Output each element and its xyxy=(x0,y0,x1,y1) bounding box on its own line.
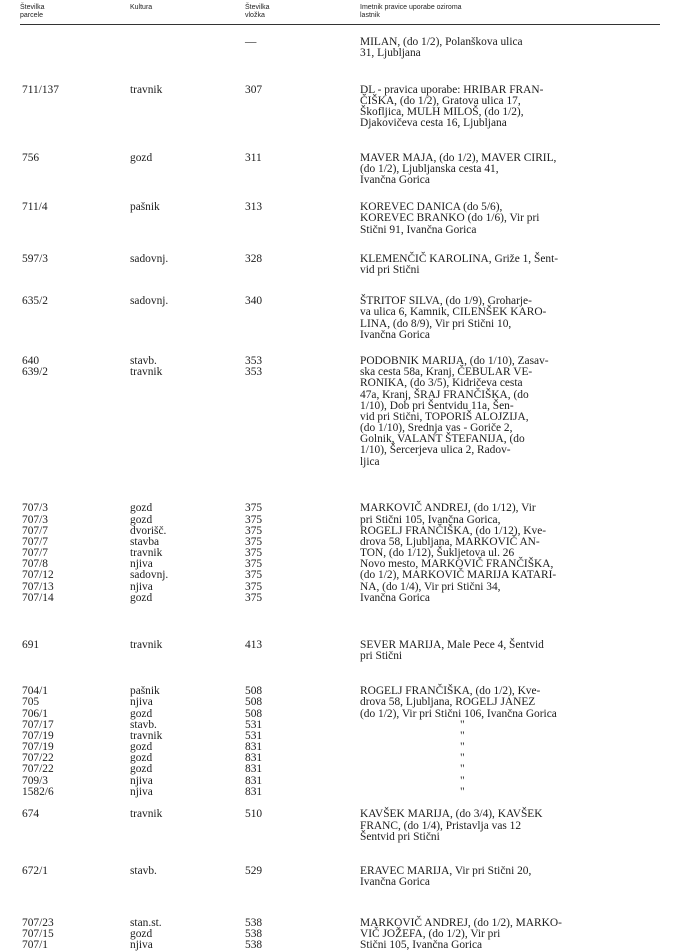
culture-column xyxy=(130,85,240,96)
parcel-number: 707/13 xyxy=(22,580,54,593)
header-text: Številka xyxy=(245,4,270,11)
land-record xyxy=(0,918,700,951)
header-culture xyxy=(130,4,152,12)
parcel-number-column xyxy=(22,296,102,307)
culture: stavb. xyxy=(130,354,157,367)
owner-text: KAVŠEK MARIJA, (do 3/4), KAVŠEK xyxy=(360,808,543,821)
culture: gozd xyxy=(130,513,153,526)
owner-text: MARKOVIČ ANDREJ, (do 1/12), Vir xyxy=(360,502,536,515)
parcel-number: 707/22 xyxy=(22,752,54,765)
culture-column xyxy=(130,296,240,307)
culture: stavb. xyxy=(130,718,157,731)
vlozek-number-column xyxy=(245,153,305,164)
owner-text-column xyxy=(360,686,650,798)
owner-text: " xyxy=(460,763,465,776)
parcel-number: 672/1 xyxy=(22,865,48,878)
vlozek-number: 529 xyxy=(245,865,263,878)
culture: pašnik xyxy=(130,685,160,698)
culture: pašnik xyxy=(130,201,160,214)
parcel-number: 709/3 xyxy=(22,774,48,787)
land-record xyxy=(0,686,700,809)
parcel-number-column xyxy=(22,809,102,820)
owner-text: Novo mesto, MARKOVIČ FRANČIŠKA, xyxy=(360,558,554,571)
parcel-number: 640 xyxy=(22,354,40,367)
owner-text: Stični 105, Ivančna Gorica xyxy=(360,939,483,951)
owner-text: pri Stični xyxy=(360,649,403,662)
header-vlozek-number xyxy=(245,4,270,20)
culture: travnik xyxy=(130,366,163,379)
owner-text: (do 1/2), Ljubljanska cesta 41, xyxy=(360,162,499,175)
parcel-number-column xyxy=(22,640,102,651)
vlozek-number: 831 xyxy=(245,763,263,776)
vlozek-number-column xyxy=(245,85,305,96)
owner-text-column xyxy=(360,202,650,236)
owner-text: KLEMENČIČ KAROLINA, Griže 1, Šent- xyxy=(360,252,559,265)
culture-column xyxy=(130,809,240,820)
owner-text: vid pri Stični xyxy=(360,263,420,276)
owner-text: ljica xyxy=(360,455,380,468)
vlozek-number: 375 xyxy=(245,535,263,548)
culture: gozd xyxy=(130,763,153,776)
owner-text: (do 1/2), Vir pri Stični 106, Ivančna Gorica xyxy=(360,707,557,720)
owner-text: ŠTRITOF SILVA, (do 1/9), Groharje- xyxy=(360,295,532,308)
culture: stan.st. xyxy=(130,916,162,929)
owner-text: va ulica 6, Kamnik, CILENŠEK KARO- xyxy=(360,306,547,319)
culture: dvorišč. xyxy=(130,524,167,537)
vlozek-number-column xyxy=(245,640,305,651)
parcel-number: 707/7 xyxy=(22,535,48,548)
parcel-number: 707/7 xyxy=(22,547,48,560)
vlozek-number: 510 xyxy=(245,808,263,821)
parcel-number: 707/19 xyxy=(22,729,54,742)
owner-text: KOREVEC BRANKO (do 1/6), Vir pri xyxy=(360,212,540,225)
land-record xyxy=(0,866,700,900)
header-text: vložka xyxy=(245,12,265,19)
parcel-number-column xyxy=(22,356,102,378)
vlozek-number: 538 xyxy=(245,927,263,940)
parcel-number: 707/22 xyxy=(22,763,54,776)
vlozek-number: 375 xyxy=(245,524,263,537)
owner-text: ČIŠKA, (do 1/2), Gratova ulica 17, xyxy=(360,94,521,107)
vlozek-number: 375 xyxy=(245,502,263,515)
parcel-number: 707/7 xyxy=(22,524,48,537)
owner-text: (do 1/2), MARKOVIČ MARIJA KATARI- xyxy=(360,569,557,582)
parcel-number: 756 xyxy=(22,151,40,164)
owner-text: FRANC, (do 1/4), Pristavlja vas 12 xyxy=(360,819,522,832)
owner-text: " xyxy=(460,741,465,754)
culture: travnik xyxy=(130,83,163,96)
land-record xyxy=(0,254,700,276)
owner-text: " xyxy=(460,752,465,765)
owner-text-column xyxy=(360,296,650,341)
parcel-number: 705 xyxy=(22,696,40,709)
culture: njiva xyxy=(130,696,153,709)
owner-text: drova 58, Ljubljana, ROGELJ JANEZ xyxy=(360,696,536,709)
parcel-number: 1582/6 xyxy=(22,785,54,798)
owner-text: drova 58, Ljubljana, MARKOVIČ AN- xyxy=(360,535,540,548)
culture: gozd xyxy=(130,707,153,720)
header-text: lastnik xyxy=(360,12,380,19)
vlozek-number: 831 xyxy=(245,785,263,798)
vlozek-number: 831 xyxy=(245,741,263,754)
parcel-number: 707/3 xyxy=(22,502,48,515)
owner-text-column xyxy=(360,503,650,604)
land-record xyxy=(0,809,700,854)
land-record xyxy=(0,202,700,236)
culture: travnik xyxy=(130,638,163,651)
land-record xyxy=(0,640,700,674)
parcel-number-column xyxy=(22,866,102,877)
vlozek-number-column xyxy=(245,202,305,213)
parcel-number: 635/2 xyxy=(22,295,48,308)
vlozek-number: 831 xyxy=(245,752,263,765)
owner-text: TON, (do 1/12), Šukljetova ul. 26 xyxy=(360,547,515,560)
records-list xyxy=(0,37,700,951)
parcel-number-column xyxy=(22,686,102,798)
owner-text: ska cesta 58a, Kranj, ČEBULAR VE- xyxy=(360,366,533,379)
culture: stavba xyxy=(130,535,160,548)
parcel-number: 711/137 xyxy=(22,83,59,96)
culture: gozd xyxy=(130,502,153,515)
vlozek-number: 375 xyxy=(245,547,263,560)
owner-text-column xyxy=(360,809,650,843)
parcel-number: 707/3 xyxy=(22,513,48,526)
vlozek-number: 375 xyxy=(245,591,263,604)
owner-text: PODOBNIK MARIJA, (do 1/10), Zasav- xyxy=(360,354,549,367)
owner-text: NA, (do 1/4), Vir pri Stični 34, xyxy=(360,580,501,593)
parcel-number: 707/17 xyxy=(22,718,54,731)
vlozek-number: — xyxy=(245,36,257,48)
vlozek-number: 313 xyxy=(245,201,263,214)
owner-text: ERAVEC MARIJA, Vir pri Stični 20, xyxy=(360,865,532,878)
header-text: Kultura xyxy=(130,4,153,11)
vlozek-number-column xyxy=(245,686,305,798)
owner-text: MARKOVIČ ANDREJ, (do 1/2), MARKO- xyxy=(360,916,562,929)
parcel-number-column xyxy=(22,85,102,96)
culture: travnik xyxy=(130,547,163,560)
owner-text-column xyxy=(360,254,650,276)
vlozek-number: 413 xyxy=(245,638,263,651)
culture: sadovnj. xyxy=(130,252,169,265)
culture: gozd xyxy=(130,741,153,754)
parcel-number-column xyxy=(22,254,102,265)
header-text: parcele xyxy=(20,12,43,19)
land-record xyxy=(0,356,700,490)
owner-text-column xyxy=(360,153,650,187)
owner-text: Ivančna Gorica xyxy=(360,328,430,341)
owner-text: " xyxy=(460,774,465,787)
owner-text: ROGELJ FRANČIŠKA, (do 1/12), Kve- xyxy=(360,524,547,537)
owner-text: " xyxy=(460,785,465,798)
parcel-number: 707/12 xyxy=(22,569,54,582)
owner-text: " xyxy=(460,718,465,731)
land-record xyxy=(0,37,700,71)
vlozek-number: 375 xyxy=(245,558,263,571)
owner-text: (do 1/10), Srednja vas - Goriče 2, xyxy=(360,422,513,435)
culture-column xyxy=(130,503,240,604)
culture: travnik xyxy=(130,729,163,742)
owner-text: SEVER MARIJA, Male Pece 4, Šentvid xyxy=(360,638,544,651)
culture: gozd xyxy=(130,151,153,164)
vlozek-number-column xyxy=(245,918,305,951)
parcel-number: 706/1 xyxy=(22,707,48,720)
vlozek-number: 538 xyxy=(245,916,263,929)
culture: stavb. xyxy=(130,865,157,878)
land-record xyxy=(0,153,700,187)
owner-text: Stični 91, Ivančna Gorica xyxy=(360,223,477,236)
culture-column xyxy=(130,686,240,798)
culture: njiva xyxy=(130,558,153,571)
parcel-number: 711/4 xyxy=(22,201,48,214)
parcel-number: 707/15 xyxy=(22,927,54,940)
parcel-number: 707/19 xyxy=(22,741,54,754)
owner-text: 31, Ljubljana xyxy=(360,47,421,60)
culture: njiva xyxy=(130,939,153,951)
vlozek-number: 353 xyxy=(245,366,263,379)
vlozek-number: 311 xyxy=(245,151,262,164)
parcel-number: 597/3 xyxy=(22,252,48,265)
parcel-number: 707/14 xyxy=(22,591,54,604)
culture: njiva xyxy=(130,580,153,593)
vlozek-number: 353 xyxy=(245,354,263,367)
vlozek-number: 340 xyxy=(245,295,263,308)
owner-text: ROGELJ FRANČIŠKA, (do 1/2), Kve- xyxy=(360,685,541,698)
owner-text: Ivančna Gorica xyxy=(360,591,430,604)
owner-text: Šentvid pri Stični xyxy=(360,830,440,843)
owner-text-column xyxy=(360,37,650,59)
culture-column xyxy=(130,153,240,164)
owner-text: LINA, (do 8/9), Vir pri Stični 10, xyxy=(360,317,512,330)
header-text: Številka xyxy=(20,4,45,11)
header-divider xyxy=(20,24,660,25)
owner-text: pri Stični 105, Ivančna Gorica, xyxy=(360,513,501,526)
owner-text: Ivančna Gorica xyxy=(360,173,430,186)
vlozek-number-column xyxy=(245,503,305,604)
culture: travnik xyxy=(130,808,163,821)
vlozek-number: 375 xyxy=(245,580,263,593)
vlozek-number: 375 xyxy=(245,569,263,582)
land-record xyxy=(0,503,700,626)
owner-text-column xyxy=(360,866,650,888)
header-owner xyxy=(360,4,462,20)
vlozek-number: 375 xyxy=(245,513,263,526)
culture: sadovnj. xyxy=(130,569,169,582)
owner-text: Djakovičeva cesta 16, Ljubljana xyxy=(360,117,507,130)
parcel-number: 707/23 xyxy=(22,916,54,929)
header-text: Imetnik pravice uporabe oziroma xyxy=(360,4,462,11)
owner-text: Ivančna Gorica xyxy=(360,876,430,889)
vlozek-number-column xyxy=(245,866,305,877)
land-record xyxy=(0,85,700,141)
parcel-number: 639/2 xyxy=(22,366,48,379)
culture: gozd xyxy=(130,927,153,940)
owner-text-column xyxy=(360,640,650,662)
land-record xyxy=(0,296,700,341)
owner-text: DL - pravica uporabe: HRIBAR FRAN- xyxy=(360,83,544,96)
culture: njiva xyxy=(130,785,153,798)
parcel-number-column xyxy=(22,503,102,604)
header-parcel-number xyxy=(20,4,45,20)
vlozek-number-column xyxy=(245,37,305,48)
vlozek-number: 531 xyxy=(245,729,263,742)
vlozek-number-column xyxy=(245,809,305,820)
parcel-number: 704/1 xyxy=(22,685,48,698)
parcel-number-column xyxy=(22,153,102,164)
owner-text: VIČ JOŽEFA, (do 1/2), Vir pri xyxy=(360,927,501,940)
owner-text: MAVER MAJA, (do 1/2), MAVER CIRIL, xyxy=(360,151,557,164)
vlozek-number: 538 xyxy=(245,939,263,951)
owner-text: vid pri Stični, TOPORIŠ ALOJZIJA, xyxy=(360,410,529,423)
owner-text: Golnik, VALANT ŠTEFANIJA, (do xyxy=(360,433,525,446)
parcel-number-column xyxy=(22,202,102,213)
culture: gozd xyxy=(130,752,153,765)
owner-text: " xyxy=(460,729,465,742)
owner-text: 1/10), Šercerjeva ulica 2, Radov- xyxy=(360,444,511,457)
culture: njiva xyxy=(130,774,153,787)
vlozek-number: 307 xyxy=(245,83,263,96)
vlozek-number: 508 xyxy=(245,685,263,698)
parcel-number: 707/1 xyxy=(22,939,48,951)
culture-column xyxy=(130,356,240,378)
owner-text: Škofljica, MULH MILOŠ, (do 1/2), xyxy=(360,105,524,118)
owner-text-column xyxy=(360,356,650,468)
vlozek-number: 328 xyxy=(245,252,263,265)
culture-column xyxy=(130,866,240,877)
vlozek-number: 508 xyxy=(245,707,263,720)
owner-text-column xyxy=(360,918,650,951)
owner-text-column xyxy=(360,85,650,130)
vlozek-number: 831 xyxy=(245,774,263,787)
vlozek-number-column xyxy=(245,254,305,265)
vlozek-number: 531 xyxy=(245,718,263,731)
parcel-number-column xyxy=(22,918,102,951)
culture-column xyxy=(130,254,240,265)
parcel-number: 691 xyxy=(22,638,40,651)
owner-text: 1/10), Dob pri Šentvidu 11a, Šen- xyxy=(360,399,514,412)
vlozek-number: 508 xyxy=(245,696,263,709)
culture: sadovnj. xyxy=(130,295,169,308)
owner-text: 47a, Kranj, ŠRAJ FRANČIŠKA, (do xyxy=(360,388,529,401)
vlozek-number-column xyxy=(245,296,305,307)
owner-text: KOREVEC DANICA (do 5/6), xyxy=(360,201,503,214)
owner-text: RONIKA, (do 3/5), Kidričeva cesta xyxy=(360,377,523,390)
owner-text: MILAN, (do 1/2), Polanškova ulica xyxy=(360,36,523,48)
culture-column xyxy=(130,918,240,951)
culture: gozd xyxy=(130,591,153,604)
culture-column xyxy=(130,640,240,651)
parcel-number: 707/8 xyxy=(22,558,48,571)
culture-column xyxy=(130,202,240,213)
vlozek-number-column xyxy=(245,356,305,378)
parcel-number: 674 xyxy=(22,808,40,821)
